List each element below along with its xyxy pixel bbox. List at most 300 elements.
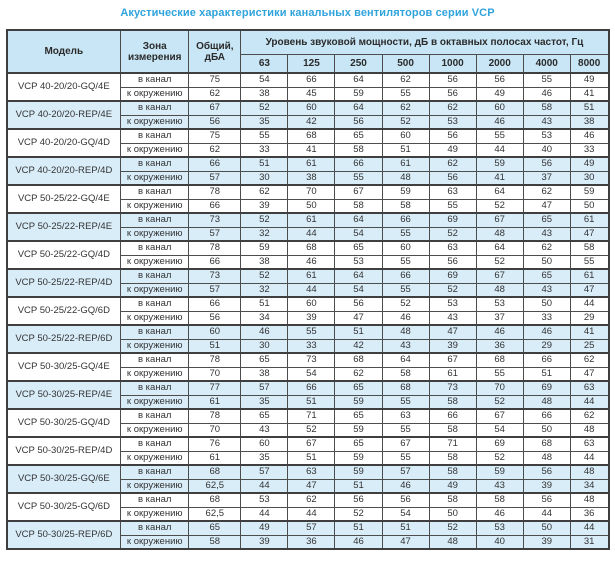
total-dba-cell: 62 (189, 143, 241, 157)
band-level-cell: 55 (429, 199, 476, 213)
column-header-total: Общий, дБА (189, 30, 241, 73)
band-level-cell: 51 (241, 297, 288, 311)
band-level-cell: 41 (476, 171, 523, 185)
band-level-cell: 49 (570, 157, 608, 171)
table-row (7, 465, 609, 479)
band-level-cell: 55 (288, 325, 335, 339)
total-dba-cell: 62 (189, 87, 241, 101)
band-level-cell: 34 (241, 311, 288, 325)
band-level-cell: 59 (241, 241, 288, 255)
band-level-cell: 51 (241, 157, 288, 171)
band-level-cell: 62 (382, 101, 429, 115)
band-level-cell: 64 (476, 185, 523, 199)
band-level-cell: 60 (241, 437, 288, 451)
band-level-cell: 46 (523, 87, 570, 101)
band-level-cell: 49 (429, 479, 476, 493)
page-title: Акустические характеристики канальных вентиляторов серии VCP (120, 7, 495, 19)
band-level-cell: 46 (570, 129, 608, 143)
band-level-cell: 54 (241, 73, 288, 87)
band-level-cell: 58 (335, 199, 382, 213)
band-level-cell: 57 (288, 521, 335, 535)
band-level-cell: 54 (382, 507, 429, 521)
band-level-cell: 44 (523, 507, 570, 521)
band-level-cell: 55 (382, 255, 429, 269)
band-level-cell: 54 (335, 227, 382, 241)
band-level-cell: 56 (429, 255, 476, 269)
zone-cell: в канал (121, 353, 189, 367)
zone-cell: к окружению (121, 115, 189, 129)
band-level-cell: 65 (241, 353, 288, 367)
band-level-cell: 39 (429, 339, 476, 353)
model-cell: VCP 50-30/25-GQ/6E (7, 465, 121, 493)
total-dba-cell: 51 (189, 339, 241, 353)
band-level-cell: 65 (241, 409, 288, 423)
band-level-cell: 51 (288, 451, 335, 465)
zone-cell: к окружению (121, 479, 189, 493)
band-level-cell: 42 (335, 339, 382, 353)
band-level-cell: 67 (476, 269, 523, 283)
band-level-cell: 30 (241, 171, 288, 185)
band-level-cell: 55 (382, 227, 429, 241)
band-level-cell: 50 (523, 297, 570, 311)
band-level-cell: 65 (335, 241, 382, 255)
band-level-cell: 66 (382, 213, 429, 227)
band-level-cell: 58 (335, 143, 382, 157)
band-level-cell: 55 (570, 255, 608, 269)
band-level-cell: 46 (335, 535, 382, 549)
table-row (7, 73, 609, 87)
band-level-cell: 38 (241, 367, 288, 381)
band-level-cell: 53 (335, 255, 382, 269)
band-level-cell: 46 (476, 507, 523, 521)
band-level-cell: 64 (335, 101, 382, 115)
band-level-cell: 61 (570, 213, 608, 227)
band-level-cell: 25 (570, 339, 608, 353)
band-level-cell: 44 (476, 143, 523, 157)
band-level-cell: 56 (429, 129, 476, 143)
band-level-cell: 50 (288, 199, 335, 213)
band-level-cell: 56 (429, 171, 476, 185)
band-level-cell: 55 (476, 129, 523, 143)
band-level-cell: 60 (382, 129, 429, 143)
total-dba-cell: 66 (189, 255, 241, 269)
band-level-cell: 39 (241, 199, 288, 213)
total-dba-cell: 68 (189, 493, 241, 507)
band-level-cell: 69 (476, 437, 523, 451)
zone-cell: в канал (121, 269, 189, 283)
band-level-cell: 53 (523, 129, 570, 143)
table-row (7, 521, 609, 535)
band-level-cell: 59 (335, 87, 382, 101)
band-level-cell: 64 (382, 353, 429, 367)
total-dba-cell: 67 (189, 101, 241, 115)
band-level-cell: 50 (429, 507, 476, 521)
band-level-cell: 61 (429, 367, 476, 381)
column-header-freq-250: 250 (335, 54, 382, 73)
zone-cell: к окружению (121, 395, 189, 409)
band-level-cell: 66 (429, 409, 476, 423)
model-cell: VCP 40-20/20-GQ/4D (7, 129, 121, 157)
model-cell: VCP 50-25/22-GQ/4E (7, 185, 121, 213)
total-dba-cell: 56 (189, 311, 241, 325)
zone-cell: в канал (121, 157, 189, 171)
band-level-cell: 61 (382, 157, 429, 171)
band-level-cell: 44 (241, 479, 288, 493)
band-level-cell: 47 (335, 311, 382, 325)
band-level-cell: 59 (335, 395, 382, 409)
table-row (7, 241, 609, 255)
band-level-cell: 55 (382, 395, 429, 409)
band-level-cell: 67 (335, 185, 382, 199)
band-level-cell: 33 (570, 143, 608, 157)
band-level-cell: 41 (570, 87, 608, 101)
band-level-cell: 52 (335, 507, 382, 521)
column-header-freq-125: 125 (288, 54, 335, 73)
table-row (7, 353, 609, 367)
zone-cell: в канал (121, 185, 189, 199)
band-level-cell: 57 (241, 465, 288, 479)
band-level-cell: 49 (429, 143, 476, 157)
band-level-cell: 35 (241, 395, 288, 409)
column-header-model: Модель (7, 30, 121, 73)
band-level-cell: 32 (241, 227, 288, 241)
band-level-cell: 57 (382, 465, 429, 479)
band-level-cell: 56 (335, 115, 382, 129)
band-level-cell: 63 (570, 381, 608, 395)
table-row (7, 185, 609, 199)
band-level-cell: 33 (288, 339, 335, 353)
band-level-cell: 62 (382, 73, 429, 87)
zone-cell: к окружению (121, 423, 189, 437)
band-level-cell: 68 (382, 381, 429, 395)
band-level-cell: 36 (570, 507, 608, 521)
band-level-cell: 57 (241, 381, 288, 395)
band-level-cell: 67 (476, 409, 523, 423)
band-level-cell: 58 (382, 199, 429, 213)
band-level-cell: 36 (476, 339, 523, 353)
band-level-cell: 62 (523, 241, 570, 255)
band-level-cell: 64 (335, 269, 382, 283)
band-level-cell: 64 (476, 241, 523, 255)
band-level-cell: 43 (523, 283, 570, 297)
band-level-cell: 37 (476, 311, 523, 325)
band-level-cell: 52 (476, 199, 523, 213)
zone-cell: к окружению (121, 283, 189, 297)
zone-cell: к окружению (121, 339, 189, 353)
band-level-cell: 55 (382, 451, 429, 465)
band-level-cell: 70 (476, 381, 523, 395)
table-row (7, 129, 609, 143)
total-dba-cell: 56 (189, 115, 241, 129)
band-level-cell: 46 (476, 325, 523, 339)
band-level-cell: 65 (523, 213, 570, 227)
band-level-cell: 44 (570, 297, 608, 311)
band-level-cell: 54 (335, 283, 382, 297)
band-level-cell: 31 (570, 535, 608, 549)
band-level-cell: 53 (429, 297, 476, 311)
total-dba-cell: 78 (189, 409, 241, 423)
total-dba-cell: 57 (189, 283, 241, 297)
zone-cell: в канал (121, 437, 189, 451)
band-level-cell: 44 (570, 451, 608, 465)
model-cell: VCP 50-25/22-GQ/6D (7, 297, 121, 325)
band-level-cell: 43 (523, 227, 570, 241)
band-level-cell: 51 (335, 325, 382, 339)
total-dba-cell: 70 (189, 367, 241, 381)
total-dba-cell: 65 (189, 521, 241, 535)
band-level-cell: 52 (476, 395, 523, 409)
band-level-cell: 73 (429, 381, 476, 395)
band-level-cell: 44 (288, 283, 335, 297)
band-level-cell: 58 (382, 367, 429, 381)
zone-cell: к окружению (121, 367, 189, 381)
band-level-cell: 47 (382, 535, 429, 549)
band-level-cell: 48 (429, 535, 476, 549)
band-level-cell: 56 (523, 465, 570, 479)
band-level-cell: 55 (382, 87, 429, 101)
band-level-cell: 48 (476, 283, 523, 297)
band-level-cell: 52 (476, 451, 523, 465)
band-level-cell: 51 (382, 521, 429, 535)
model-cell: VCP 50-30/25-REP/6D (7, 521, 121, 549)
band-level-cell: 44 (241, 507, 288, 521)
band-level-cell: 46 (382, 311, 429, 325)
band-level-cell: 68 (523, 437, 570, 451)
table-row (7, 101, 609, 115)
total-dba-cell: 78 (189, 353, 241, 367)
table-row (7, 409, 609, 423)
band-level-cell: 66 (288, 381, 335, 395)
band-level-cell: 38 (241, 255, 288, 269)
band-level-cell: 58 (429, 423, 476, 437)
model-cell: VCP 50-30/25-GQ/4D (7, 409, 121, 437)
model-cell: VCP 40-20/20-GQ/4E (7, 73, 121, 101)
band-level-cell: 56 (335, 493, 382, 507)
band-level-cell: 67 (429, 353, 476, 367)
band-level-cell: 55 (335, 171, 382, 185)
table-row (7, 297, 609, 311)
band-level-cell: 47 (288, 479, 335, 493)
band-level-cell: 47 (523, 199, 570, 213)
band-level-cell: 51 (382, 143, 429, 157)
total-dba-cell: 76 (189, 437, 241, 451)
band-level-cell: 29 (523, 339, 570, 353)
total-dba-cell: 66 (189, 297, 241, 311)
band-level-cell: 56 (429, 73, 476, 87)
band-level-cell: 54 (476, 423, 523, 437)
band-level-cell: 56 (476, 73, 523, 87)
table-body (7, 73, 609, 549)
band-level-cell: 62 (570, 409, 608, 423)
band-level-cell: 54 (288, 367, 335, 381)
band-level-cell: 46 (241, 325, 288, 339)
band-level-cell: 61 (570, 269, 608, 283)
band-level-cell: 48 (382, 325, 429, 339)
zone-cell: к окружению (121, 507, 189, 521)
table-row (7, 493, 609, 507)
band-level-cell: 68 (335, 353, 382, 367)
total-dba-cell: 73 (189, 213, 241, 227)
band-level-cell: 59 (476, 157, 523, 171)
model-cell: VCP 50-30/25-REP/4E (7, 381, 121, 409)
band-level-cell: 62 (288, 493, 335, 507)
table-row (7, 157, 609, 171)
band-level-cell: 70 (288, 185, 335, 199)
table-header (7, 30, 609, 73)
band-level-cell: 69 (429, 213, 476, 227)
band-level-cell: 48 (476, 227, 523, 241)
band-level-cell: 51 (570, 101, 608, 115)
band-level-cell: 47 (570, 227, 608, 241)
band-level-cell: 48 (523, 451, 570, 465)
zone-cell: в канал (121, 129, 189, 143)
band-level-cell: 44 (288, 507, 335, 521)
zone-cell: в канал (121, 73, 189, 87)
total-dba-cell: 77 (189, 381, 241, 395)
band-level-cell: 58 (429, 493, 476, 507)
band-level-cell: 68 (288, 129, 335, 143)
zone-cell: в канал (121, 241, 189, 255)
table-row (7, 381, 609, 395)
band-level-cell: 52 (241, 101, 288, 115)
band-level-cell: 59 (335, 423, 382, 437)
band-level-cell: 50 (570, 199, 608, 213)
band-level-cell: 59 (335, 451, 382, 465)
band-level-cell: 52 (382, 115, 429, 129)
band-level-cell: 37 (523, 171, 570, 185)
band-level-cell: 41 (288, 143, 335, 157)
band-level-cell: 68 (476, 353, 523, 367)
band-level-cell: 56 (335, 297, 382, 311)
band-level-cell: 59 (382, 185, 429, 199)
zone-cell: к окружению (121, 311, 189, 325)
band-level-cell: 60 (382, 241, 429, 255)
band-level-cell: 65 (335, 129, 382, 143)
zone-cell: к окружению (121, 143, 189, 157)
zone-cell: к окружению (121, 87, 189, 101)
band-level-cell: 58 (429, 465, 476, 479)
band-level-cell: 40 (476, 535, 523, 549)
band-level-cell: 47 (570, 367, 608, 381)
model-cell: VCP 50-30/25-REP/4D (7, 437, 121, 465)
model-cell: VCP 50-25/22-REP/4D (7, 269, 121, 297)
band-level-cell: 61 (288, 213, 335, 227)
band-level-cell: 33 (241, 143, 288, 157)
band-level-cell: 62 (570, 353, 608, 367)
band-level-cell: 46 (476, 115, 523, 129)
band-level-cell: 63 (429, 185, 476, 199)
band-level-cell: 50 (523, 255, 570, 269)
band-level-cell: 62 (429, 101, 476, 115)
column-header-freq-2000: 2000 (476, 54, 523, 73)
band-level-cell: 39 (241, 535, 288, 549)
band-level-cell: 61 (288, 157, 335, 171)
band-level-cell: 64 (335, 73, 382, 87)
band-level-cell: 65 (335, 381, 382, 395)
band-level-cell: 65 (523, 269, 570, 283)
band-level-cell: 58 (570, 241, 608, 255)
band-level-cell: 59 (476, 465, 523, 479)
band-level-cell: 52 (429, 283, 476, 297)
band-level-cell: 45 (288, 87, 335, 101)
band-level-cell: 43 (429, 311, 476, 325)
band-level-cell: 48 (382, 171, 429, 185)
zone-cell: в канал (121, 493, 189, 507)
band-level-cell: 63 (382, 409, 429, 423)
total-dba-cell: 61 (189, 395, 241, 409)
band-level-cell: 51 (523, 367, 570, 381)
model-cell: VCP 50-25/22-REP/6D (7, 325, 121, 353)
model-cell: VCP 40-20/20-REP/4E (7, 101, 121, 129)
band-level-cell: 46 (288, 255, 335, 269)
band-level-cell: 41 (570, 325, 608, 339)
band-level-cell: 35 (241, 451, 288, 465)
band-level-cell: 55 (382, 283, 429, 297)
band-level-cell: 42 (288, 115, 335, 129)
band-level-cell: 52 (429, 227, 476, 241)
band-level-cell: 52 (429, 521, 476, 535)
zone-cell: к окружению (121, 227, 189, 241)
model-cell: VCP 50-25/22-REP/4E (7, 213, 121, 241)
band-level-cell: 56 (429, 87, 476, 101)
band-level-cell: 32 (241, 283, 288, 297)
band-level-cell: 36 (288, 535, 335, 549)
band-level-cell: 49 (570, 73, 608, 87)
band-level-cell: 43 (523, 115, 570, 129)
zone-cell: в канал (121, 101, 189, 115)
band-level-cell: 67 (288, 437, 335, 451)
band-level-cell: 67 (382, 437, 429, 451)
band-level-cell: 53 (476, 521, 523, 535)
total-dba-cell: 78 (189, 185, 241, 199)
band-level-cell: 30 (570, 171, 608, 185)
band-level-cell: 69 (523, 381, 570, 395)
band-level-cell: 51 (288, 395, 335, 409)
zone-cell: к окружению (121, 535, 189, 549)
total-dba-cell: 78 (189, 241, 241, 255)
band-level-cell: 48 (570, 465, 608, 479)
band-level-cell: 30 (241, 339, 288, 353)
band-level-cell: 47 (429, 325, 476, 339)
band-level-cell: 53 (241, 493, 288, 507)
model-cell: VCP 40-20/20-REP/4D (7, 157, 121, 185)
model-cell: VCP 50-30/25-GQ/4E (7, 353, 121, 381)
band-level-cell: 55 (382, 423, 429, 437)
band-level-cell: 39 (523, 535, 570, 549)
band-level-cell: 50 (523, 521, 570, 535)
band-level-cell: 38 (241, 87, 288, 101)
band-level-cell: 56 (382, 493, 429, 507)
band-level-cell: 59 (335, 465, 382, 479)
band-level-cell: 63 (429, 241, 476, 255)
band-level-cell: 55 (523, 73, 570, 87)
zone-cell: к окружению (121, 451, 189, 465)
band-level-cell: 66 (382, 269, 429, 283)
band-level-cell: 52 (476, 255, 523, 269)
band-level-cell: 56 (523, 493, 570, 507)
band-level-cell: 62 (523, 185, 570, 199)
band-level-cell: 73 (288, 353, 335, 367)
band-level-cell: 29 (570, 311, 608, 325)
band-level-cell: 43 (476, 479, 523, 493)
column-header-freq-500: 500 (382, 54, 429, 73)
band-level-cell: 66 (523, 353, 570, 367)
band-level-cell: 33 (523, 311, 570, 325)
zone-cell: в канал (121, 213, 189, 227)
band-level-cell: 65 (335, 409, 382, 423)
band-level-cell: 55 (476, 367, 523, 381)
band-level-cell: 60 (288, 297, 335, 311)
